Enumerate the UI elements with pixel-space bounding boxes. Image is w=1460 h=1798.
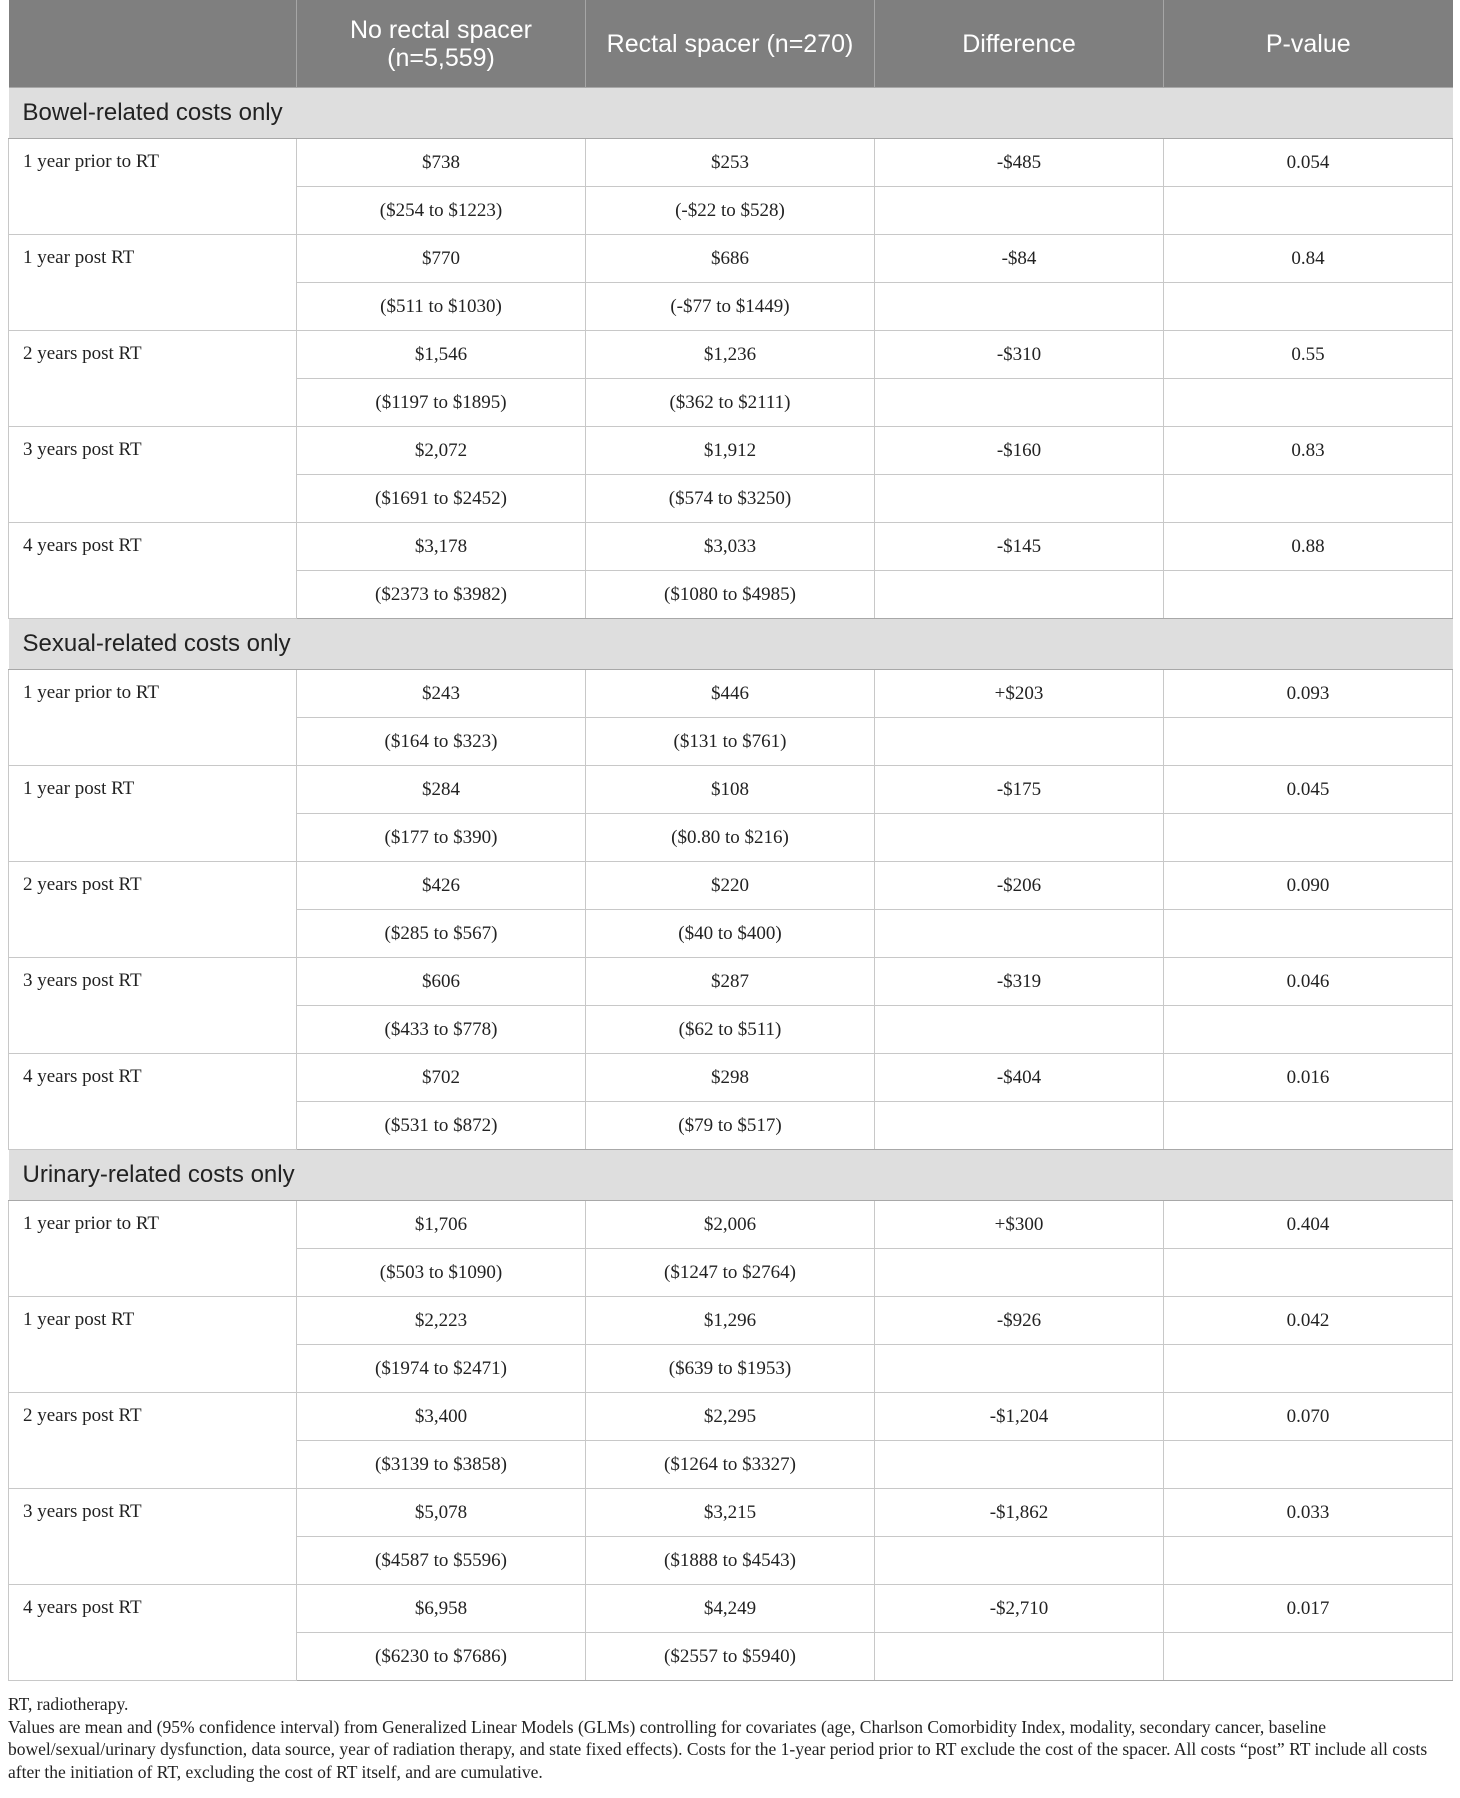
table-row — [9, 1585, 1453, 1633]
no-spacer-ci: ($285 to $567) — [297, 910, 586, 958]
p-value-ci-empty — [1164, 1633, 1453, 1681]
spacer-mean: $298 — [586, 1054, 875, 1102]
difference-value: -$145 — [875, 523, 1164, 571]
table-row — [9, 958, 1453, 1006]
no-spacer-mean: $284 — [297, 766, 586, 814]
table-row — [9, 862, 1453, 910]
difference-ci-empty — [875, 1006, 1164, 1054]
spacer-ci: ($40 to $400) — [586, 910, 875, 958]
row-label: 1 year post RT — [9, 235, 297, 331]
no-spacer-mean: $3,400 — [297, 1393, 586, 1441]
p-value-ci-empty — [1164, 475, 1453, 523]
row-label: 1 year prior to RT — [9, 139, 297, 235]
header-no-spacer: No rectal spacer (n=5,559) — [297, 0, 586, 88]
difference-value: -$485 — [875, 139, 1164, 187]
no-spacer-mean: $2,223 — [297, 1297, 586, 1345]
no-spacer-mean: $1,546 — [297, 331, 586, 379]
p-value: 0.88 — [1164, 523, 1453, 571]
table-row — [9, 235, 1453, 283]
difference-value: -$84 — [875, 235, 1164, 283]
section-header-row — [9, 619, 1453, 670]
spacer-ci: ($79 to $517) — [586, 1102, 875, 1150]
no-spacer-ci: ($3139 to $3858) — [297, 1441, 586, 1489]
no-spacer-mean: $5,078 — [297, 1489, 586, 1537]
spacer-mean: $108 — [586, 766, 875, 814]
difference-value: -$926 — [875, 1297, 1164, 1345]
row-label: 1 year prior to RT — [9, 1201, 297, 1297]
spacer-ci: (-$22 to $528) — [586, 187, 875, 235]
p-value: 0.033 — [1164, 1489, 1453, 1537]
difference-ci-empty — [875, 910, 1164, 958]
spacer-ci: ($639 to $1953) — [586, 1345, 875, 1393]
section-title: Urinary-related costs only — [9, 1150, 1453, 1201]
difference-value: -$160 — [875, 427, 1164, 475]
p-value: 0.404 — [1164, 1201, 1453, 1249]
footnote-abbreviation: RT, radiotherapy. — [8, 1694, 129, 1714]
table-row — [9, 766, 1453, 814]
header-row — [9, 0, 1453, 88]
no-spacer-ci: ($6230 to $7686) — [297, 1633, 586, 1681]
table-body — [9, 88, 1453, 1681]
p-value-ci-empty — [1164, 1441, 1453, 1489]
cost-comparison-table — [8, 0, 1453, 1681]
difference-value: -$1,204 — [875, 1393, 1164, 1441]
no-spacer-mean: $426 — [297, 862, 586, 910]
spacer-mean: $686 — [586, 235, 875, 283]
p-value-ci-empty — [1164, 1102, 1453, 1150]
p-value: 0.84 — [1164, 235, 1453, 283]
no-spacer-ci: ($177 to $390) — [297, 814, 586, 862]
no-spacer-ci: ($1197 to $1895) — [297, 379, 586, 427]
spacer-mean: $253 — [586, 139, 875, 187]
difference-value: +$300 — [875, 1201, 1164, 1249]
spacer-ci: ($1080 to $4985) — [586, 571, 875, 619]
difference-ci-empty — [875, 1249, 1164, 1297]
difference-value: -$175 — [875, 766, 1164, 814]
difference-ci-empty — [875, 718, 1164, 766]
spacer-mean: $2,006 — [586, 1201, 875, 1249]
no-spacer-mean: $6,958 — [297, 1585, 586, 1633]
footnote-methods: Values are mean and (95% confidence interval) from Generalized Linear Models (GLMs) controlling for covariates (age, Charlson Comorbidity Index, modality, secondary cancer, baseline bowel/sexual/urinary dysfunction, data source, year of radiation therapy, and state fixed effects). Costs for the 1-year period prior to RT exclude the cost of the spacer. All costs “post” RT include all costs after the initiation of RT, excluding the cost of RT itself, and are cumulative. — [8, 1716, 1428, 1782]
difference-ci-empty — [875, 1537, 1164, 1585]
table-row — [9, 1201, 1453, 1249]
table-row — [9, 1297, 1453, 1345]
difference-ci-empty — [875, 814, 1164, 862]
difference-value: -$1,862 — [875, 1489, 1164, 1537]
no-spacer-ci: ($164 to $323) — [297, 718, 586, 766]
difference-value: -$404 — [875, 1054, 1164, 1102]
table-row — [9, 139, 1453, 187]
row-label: 4 years post RT — [9, 1585, 297, 1681]
difference-ci-empty — [875, 187, 1164, 235]
p-value: 0.042 — [1164, 1297, 1453, 1345]
no-spacer-ci: ($531 to $872) — [297, 1102, 586, 1150]
no-spacer-ci: ($254 to $1223) — [297, 187, 586, 235]
table-header — [9, 0, 1453, 88]
table-row — [9, 331, 1453, 379]
no-spacer-ci: ($1974 to $2471) — [297, 1345, 586, 1393]
p-value-ci-empty — [1164, 571, 1453, 619]
spacer-ci: ($0.80 to $216) — [586, 814, 875, 862]
table-row — [9, 1393, 1453, 1441]
difference-ci-empty — [875, 1441, 1164, 1489]
difference-ci-empty — [875, 1102, 1164, 1150]
no-spacer-mean: $606 — [297, 958, 586, 1006]
row-label: 2 years post RT — [9, 862, 297, 958]
difference-value: -$2,710 — [875, 1585, 1164, 1633]
row-label: 1 year post RT — [9, 1297, 297, 1393]
p-value-ci-empty — [1164, 814, 1453, 862]
difference-value: +$203 — [875, 670, 1164, 718]
header-spacer: Rectal spacer (n=270) — [586, 0, 875, 88]
section-title: Sexual-related costs only — [9, 619, 1453, 670]
table-row — [9, 523, 1453, 571]
row-label: 1 year post RT — [9, 766, 297, 862]
spacer-mean: $1,236 — [586, 331, 875, 379]
spacer-ci: ($1247 to $2764) — [586, 1249, 875, 1297]
header-p-value: P-value — [1164, 0, 1453, 88]
difference-ci-empty — [875, 1345, 1164, 1393]
p-value-ci-empty — [1164, 283, 1453, 331]
spacer-ci: ($131 to $761) — [586, 718, 875, 766]
no-spacer-ci: ($433 to $778) — [297, 1006, 586, 1054]
results-table-container — [8, 0, 1452, 1681]
p-value-ci-empty — [1164, 1345, 1453, 1393]
difference-ci-empty — [875, 475, 1164, 523]
no-spacer-mean: $243 — [297, 670, 586, 718]
header-difference: Difference — [875, 0, 1164, 88]
row-label: 2 years post RT — [9, 1393, 297, 1489]
p-value: 0.83 — [1164, 427, 1453, 475]
no-spacer-ci: ($503 to $1090) — [297, 1249, 586, 1297]
spacer-ci: ($362 to $2111) — [586, 379, 875, 427]
table-footnotes — [8, 1693, 1452, 1783]
no-spacer-mean: $3,178 — [297, 523, 586, 571]
spacer-ci: ($1264 to $3327) — [586, 1441, 875, 1489]
difference-value: -$310 — [875, 331, 1164, 379]
p-value: 0.016 — [1164, 1054, 1453, 1102]
table-row — [9, 427, 1453, 475]
p-value-ci-empty — [1164, 910, 1453, 958]
spacer-mean: $1,912 — [586, 427, 875, 475]
row-label: 2 years post RT — [9, 331, 297, 427]
p-value-ci-empty — [1164, 1537, 1453, 1585]
spacer-mean: $2,295 — [586, 1393, 875, 1441]
row-label: 1 year prior to RT — [9, 670, 297, 766]
p-value-ci-empty — [1164, 718, 1453, 766]
section-title: Bowel-related costs only — [9, 88, 1453, 139]
no-spacer-mean: $702 — [297, 1054, 586, 1102]
p-value: 0.054 — [1164, 139, 1453, 187]
p-value: 0.070 — [1164, 1393, 1453, 1441]
row-label: 3 years post RT — [9, 427, 297, 523]
p-value-ci-empty — [1164, 1006, 1453, 1054]
spacer-mean: $446 — [586, 670, 875, 718]
p-value: 0.090 — [1164, 862, 1453, 910]
no-spacer-mean: $2,072 — [297, 427, 586, 475]
section-header-row — [9, 1150, 1453, 1201]
no-spacer-mean: $738 — [297, 139, 586, 187]
spacer-mean: $4,249 — [586, 1585, 875, 1633]
row-label: 4 years post RT — [9, 523, 297, 619]
table-row — [9, 1489, 1453, 1537]
spacer-ci: (-$77 to $1449) — [586, 283, 875, 331]
no-spacer-ci: ($1691 to $2452) — [297, 475, 586, 523]
spacer-mean: $287 — [586, 958, 875, 1006]
p-value-ci-empty — [1164, 187, 1453, 235]
spacer-mean: $1,296 — [586, 1297, 875, 1345]
p-value: 0.017 — [1164, 1585, 1453, 1633]
spacer-ci: ($1888 to $4543) — [586, 1537, 875, 1585]
table-row — [9, 670, 1453, 718]
row-label: 3 years post RT — [9, 958, 297, 1054]
row-label: 4 years post RT — [9, 1054, 297, 1150]
p-value: 0.045 — [1164, 766, 1453, 814]
difference-ci-empty — [875, 571, 1164, 619]
difference-ci-empty — [875, 283, 1164, 331]
header-label-column — [9, 0, 297, 88]
p-value: 0.55 — [1164, 331, 1453, 379]
no-spacer-ci: ($511 to $1030) — [297, 283, 586, 331]
p-value: 0.093 — [1164, 670, 1453, 718]
spacer-mean: $3,215 — [586, 1489, 875, 1537]
spacer-mean: $3,033 — [586, 523, 875, 571]
p-value-ci-empty — [1164, 1249, 1453, 1297]
spacer-ci: ($574 to $3250) — [586, 475, 875, 523]
no-spacer-mean: $770 — [297, 235, 586, 283]
no-spacer-ci: ($2373 to $3982) — [297, 571, 586, 619]
no-spacer-mean: $1,706 — [297, 1201, 586, 1249]
p-value: 0.046 — [1164, 958, 1453, 1006]
p-value-ci-empty — [1164, 379, 1453, 427]
difference-value: -$319 — [875, 958, 1164, 1006]
table-row — [9, 1054, 1453, 1102]
difference-ci-empty — [875, 1633, 1164, 1681]
spacer-ci: ($62 to $511) — [586, 1006, 875, 1054]
section-header-row — [9, 88, 1453, 139]
difference-value: -$206 — [875, 862, 1164, 910]
no-spacer-ci: ($4587 to $5596) — [297, 1537, 586, 1585]
row-label: 3 years post RT — [9, 1489, 297, 1585]
difference-ci-empty — [875, 379, 1164, 427]
spacer-ci: ($2557 to $5940) — [586, 1633, 875, 1681]
spacer-mean: $220 — [586, 862, 875, 910]
